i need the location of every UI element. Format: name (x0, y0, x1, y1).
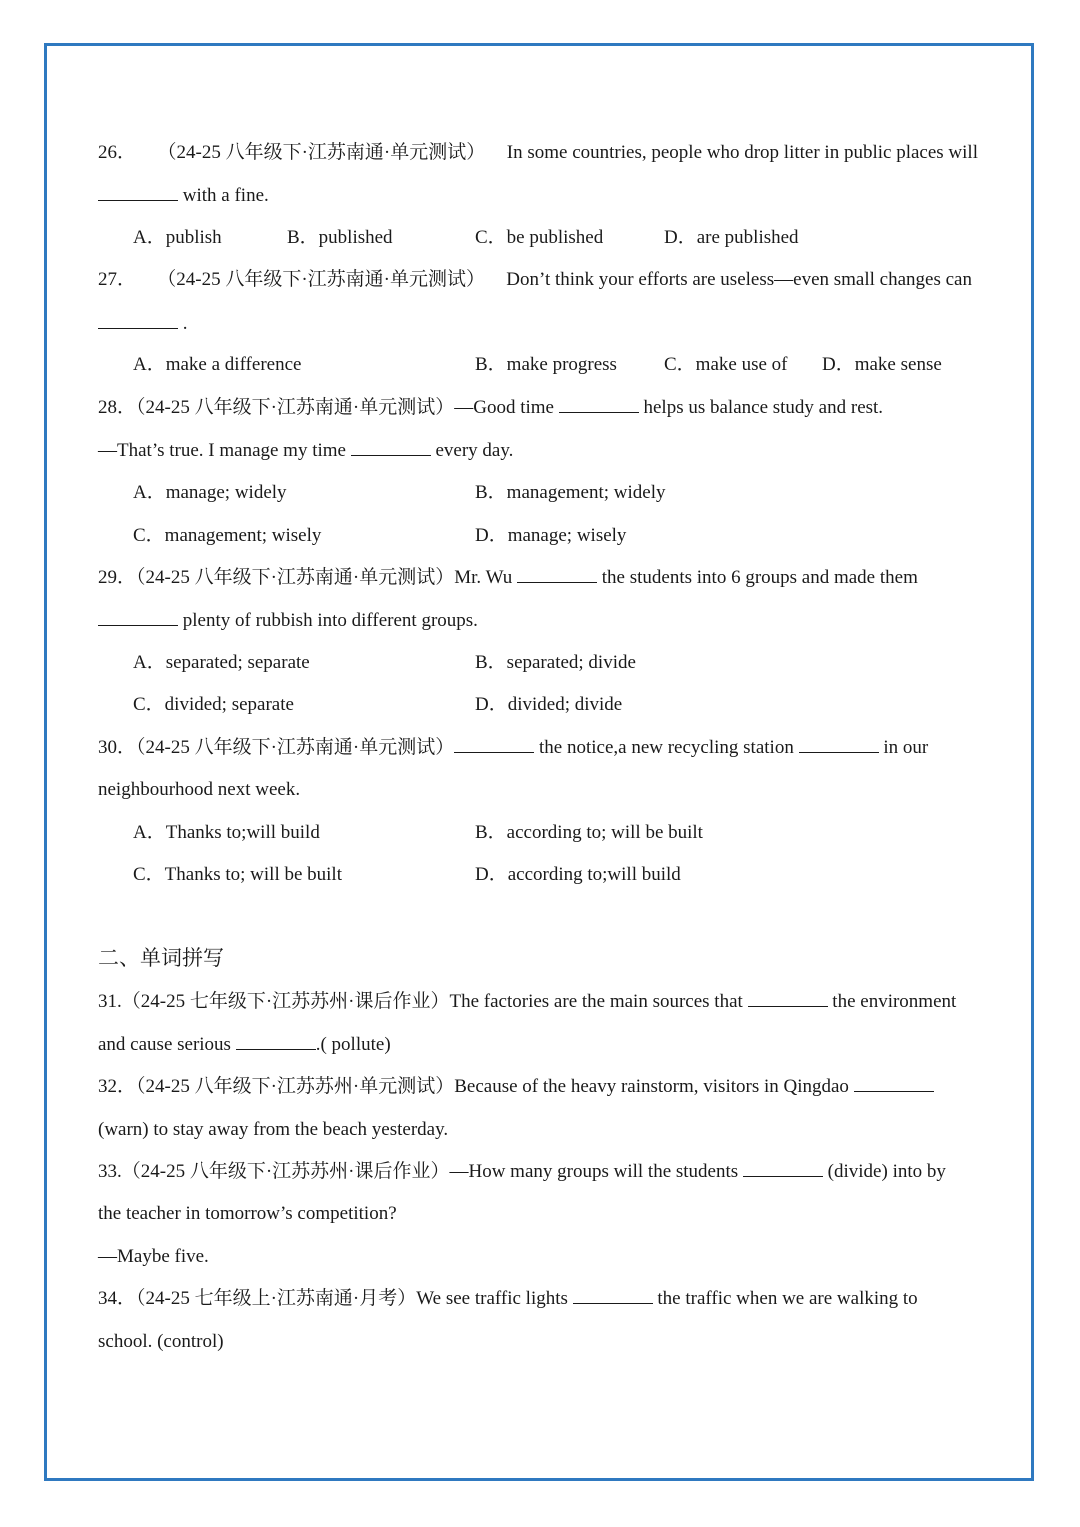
question-33-line1 (98, 1160, 946, 1184)
question-text: the environment (827, 991, 957, 1012)
question-27-line2 (98, 312, 188, 336)
question-text: the students into 6 groups and made them (597, 567, 918, 588)
answer-blank (799, 736, 879, 753)
question-source: （24-25 八年级下·江苏南通·单元测试） (136, 567, 455, 588)
question-source: （24-25 七年级上·江苏南通·月考） (136, 1288, 417, 1309)
question-number: 29． (98, 567, 137, 588)
option-d: D．divided; divide (475, 694, 623, 715)
option-a: A．Thanks to;will build (133, 822, 320, 843)
option-c: C．divided; separate (133, 694, 294, 715)
option-b: B．make progress (475, 354, 617, 375)
question-source: （24-25 七年级下·江苏苏州·课后作业） (121, 991, 450, 1012)
question-source: （24-25 八年级下·江苏南通·单元测试） (157, 269, 485, 290)
option-c: C．be published (475, 227, 604, 248)
answer-blank (743, 1160, 823, 1177)
question-31-line2 (98, 1033, 391, 1057)
question-text: In some countries, people who drop litter in public places will (506, 142, 978, 163)
option-a: A．publish (133, 227, 222, 248)
option-b: B．published (287, 227, 393, 248)
question-text: —Good time (454, 397, 559, 418)
answer-blank (351, 439, 431, 456)
question-29-line1 (98, 566, 918, 590)
question-33-line2: the teacher in tomorrow’s competition? (98, 1203, 397, 1224)
question-26-line1 (98, 141, 978, 165)
question-28-line1 (98, 396, 883, 420)
question-30-line1 (98, 736, 928, 760)
option-c: C．management; wisely (133, 525, 322, 546)
question-26-line2 (98, 184, 269, 208)
answer-blank (236, 1033, 316, 1050)
question-number: 34． (98, 1288, 137, 1309)
answer-blank (573, 1287, 653, 1304)
option-d: D．make sense (822, 354, 942, 375)
question-text: the traffic when we are walking to (652, 1288, 918, 1309)
question-32-line1 (98, 1075, 934, 1099)
question-27-line1 (98, 268, 972, 292)
option-d: D．are published (664, 227, 799, 248)
question-number: 31. (98, 991, 122, 1012)
option-b: B．according to; will be built (475, 822, 703, 843)
question-text: Don’t think your efforts are useless—even small changes can (506, 269, 972, 290)
question-number: 26． (98, 142, 137, 163)
question-33-line3: —Maybe five. (98, 1246, 209, 1267)
question-text: We see traffic lights (416, 1288, 573, 1309)
answer-blank (517, 566, 597, 583)
option-d: D．according to;will build (475, 864, 681, 885)
question-source: （24-25 八年级下·江苏苏州·课后作业） (121, 1161, 450, 1182)
question-source: （24-25 八年级下·江苏南通·单元测试） (136, 737, 455, 758)
answer-blank (748, 990, 828, 1007)
question-number: 27． (98, 269, 137, 290)
answer-blank (854, 1075, 934, 1092)
question-29-line2 (98, 609, 478, 633)
question-34-line1 (98, 1287, 918, 1311)
question-text: Because of the heavy rainstorm, visitors in Qingdao (454, 1076, 854, 1097)
answer-blank (454, 736, 534, 753)
option-a: A．manage; widely (133, 482, 287, 503)
answer-blank (98, 609, 178, 626)
question-source: （24-25 八年级下·江苏南通·单元测试） (136, 397, 455, 418)
question-34-line2: school. (control) (98, 1331, 224, 1352)
question-text: the notice,a new recycling station (534, 737, 799, 758)
option-b: B．separated; divide (475, 652, 636, 673)
section-heading: 二、单词拼写 (98, 946, 224, 970)
question-number: 32． (98, 1076, 137, 1097)
option-a: A．make a difference (133, 354, 302, 375)
answer-blank (98, 184, 178, 201)
question-number: 33. (98, 1161, 122, 1182)
option-c: C．Thanks to; will be built (133, 864, 342, 885)
question-number: 30． (98, 737, 137, 758)
question-text: helps us balance study and rest. (638, 397, 884, 418)
question-source: （24-25 八年级下·江苏苏州·单元测试） (136, 1076, 455, 1097)
question-text: —How many groups will the students (449, 1161, 743, 1182)
question-32-line2: (warn) to stay away from the beach yesterday. (98, 1119, 449, 1140)
question-text: in our (878, 737, 929, 758)
option-a: A．separated; separate (133, 652, 310, 673)
answer-blank (559, 396, 639, 413)
question-number: 28． (98, 397, 137, 418)
option-d: D．manage; wisely (475, 525, 627, 546)
answer-blank (98, 312, 178, 329)
question-text: every day. (430, 440, 514, 461)
question-text: Mr. Wu (454, 567, 518, 588)
question-text: (divide) into by (822, 1161, 946, 1182)
question-30-line2: neighbourhood next week. (98, 779, 301, 800)
question-text: with a fine. (178, 185, 269, 206)
question-source: （24-25 八年级下·江苏南通·单元测试） (157, 142, 486, 163)
question-text: The factories are the main sources that (449, 991, 748, 1012)
question-text: .( pollute) (315, 1034, 391, 1055)
option-c: C．make use of (664, 354, 788, 375)
option-b: B．management; widely (475, 482, 666, 503)
question-text: . (178, 313, 188, 334)
question-text: and cause serious (98, 1034, 236, 1055)
question-31-line1 (98, 990, 956, 1014)
question-28-line2 (98, 439, 513, 463)
question-text: plenty of rubbish into different groups. (178, 610, 478, 631)
question-text: —That’s true. I manage my time (98, 440, 351, 461)
